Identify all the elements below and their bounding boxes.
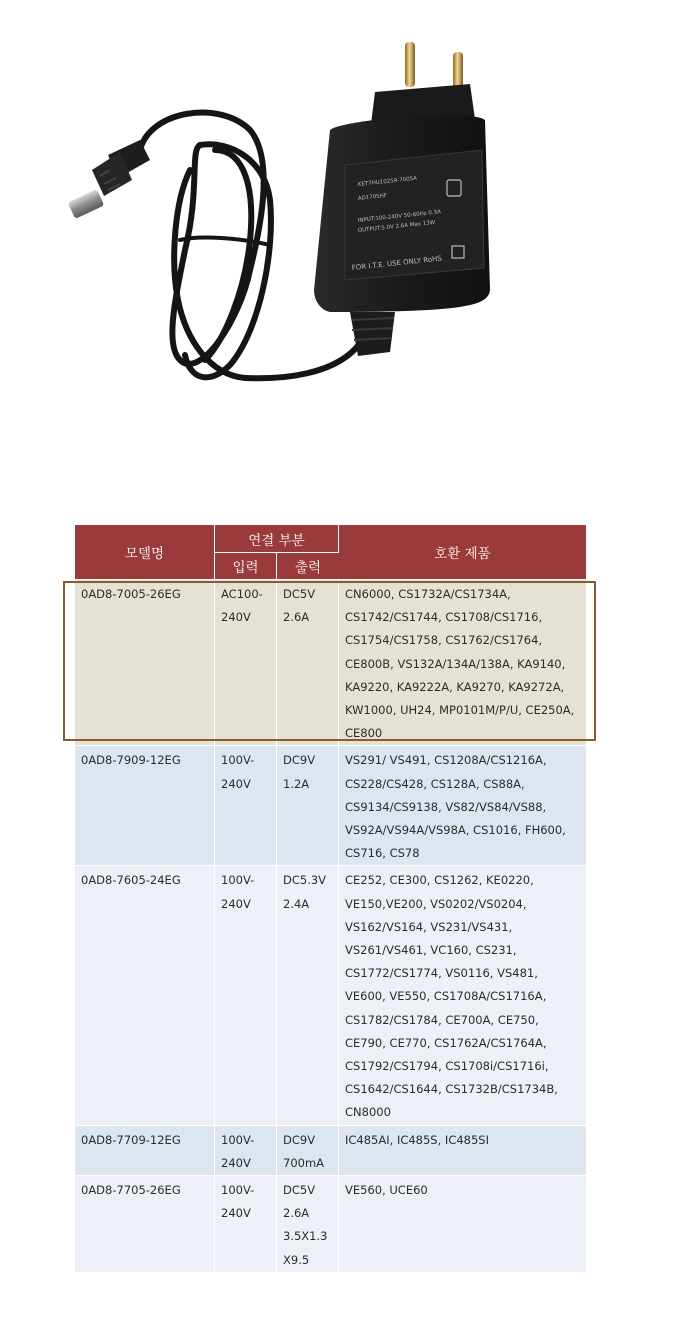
input-cell: 100V-240V xyxy=(215,1176,277,1273)
label-line-5: FOR I.T.E. USE ONLY RoHS xyxy=(351,254,443,272)
table-row xyxy=(75,1126,586,1176)
product-photo xyxy=(0,0,680,470)
output-cell: DC5V 2.6A 3.5X1.3 X9.5 xyxy=(277,1176,339,1273)
compatibility-table-wrap xyxy=(75,525,586,1273)
table-row xyxy=(75,746,586,866)
compatible-cell: IC485AI, IC485S, IC485SI xyxy=(339,1126,586,1176)
output-cell: DC5V 2.6A xyxy=(277,580,339,746)
table-row xyxy=(75,866,586,1125)
compatible-cell: CN6000, CS1732A/CS1734A, CS1742/CS1744, CS1708/CS1716, CS1754/CS1758, CS1762/CS1764, CE800B, VS132A/134A/138A, KA9140, KA9220, KA9222A, KA9270, KA9272A, KW1000, UH24, MP0101M/P/U, CE250A, CE800 xyxy=(339,580,586,746)
dc-plug xyxy=(68,140,150,219)
input-cell: AC100-240V xyxy=(215,580,277,746)
model-cell: 0AD8-7909-12EG xyxy=(75,746,215,866)
output-cell: DC9V 700mA xyxy=(277,1126,339,1176)
model-cell: 0AD8-7705-26EG xyxy=(75,1176,215,1273)
compatible-cell: CE252, CE300, CS1262, KE0220, VE150,VE200, VS0202/VS0204, VS162/VS164, VS231/VS431, VS261/VS461, VC160, CS231, CS1772/CS1774, VS0116, VS481, VE600, VE550, CS1708A/CS1716A, CS1782/CS1784, CE700A, CE750, CE790, CE770, CS1762A/CS1764A, CS1792/CS1794, CS1708i/CS1716i, CS1642/CS1644, CS1732B/CS1734B, CN8000 xyxy=(339,866,586,1125)
output-cell: DC5.3V 2.4A xyxy=(277,866,339,1125)
input-cell: 100V-240V xyxy=(215,1126,277,1176)
label-line-2: AD1705HF xyxy=(357,192,388,202)
table-row xyxy=(75,1176,586,1273)
header-compatible: 호환 제품 xyxy=(339,525,586,580)
compatible-cell: VS291/ VS491, CS1208A/CS1216A, CS228/CS428, CS128A, CS88A, CS9134/CS9138, VS82/VS84/VS88, VS92A/VS94A/VS98A, CS1016, FH600, CS716, CS78 xyxy=(339,746,586,866)
adapter-body xyxy=(314,42,490,356)
header-connection: 연결 부분 xyxy=(215,525,339,553)
model-cell: 0AD8-7709-12EG xyxy=(75,1126,215,1176)
label-line-3: INPUT:100-240V 50-60Hz 0.3A xyxy=(357,209,442,224)
compatibility-table xyxy=(75,525,586,1273)
header-output: 출력 xyxy=(277,553,339,580)
input-cell: 100V-240V xyxy=(215,866,277,1125)
header-input: 입력 xyxy=(215,553,277,580)
label-line-1: KET7HU10259-7005A xyxy=(357,175,418,188)
input-cell: 100V-240V xyxy=(215,746,277,866)
model-cell: 0AD8-7605-24EG xyxy=(75,866,215,1125)
model-cell: 0AD8-7005-26EG xyxy=(75,580,215,746)
output-cell: DC9V 1.2A xyxy=(277,746,339,866)
label-line-4: OUTPUT:5.0V 2.6A Max 13W xyxy=(357,219,436,234)
compatible-cell: VE560, UCE60 xyxy=(339,1176,586,1273)
table-row xyxy=(75,580,586,746)
header-model: 모델명 xyxy=(75,525,215,580)
